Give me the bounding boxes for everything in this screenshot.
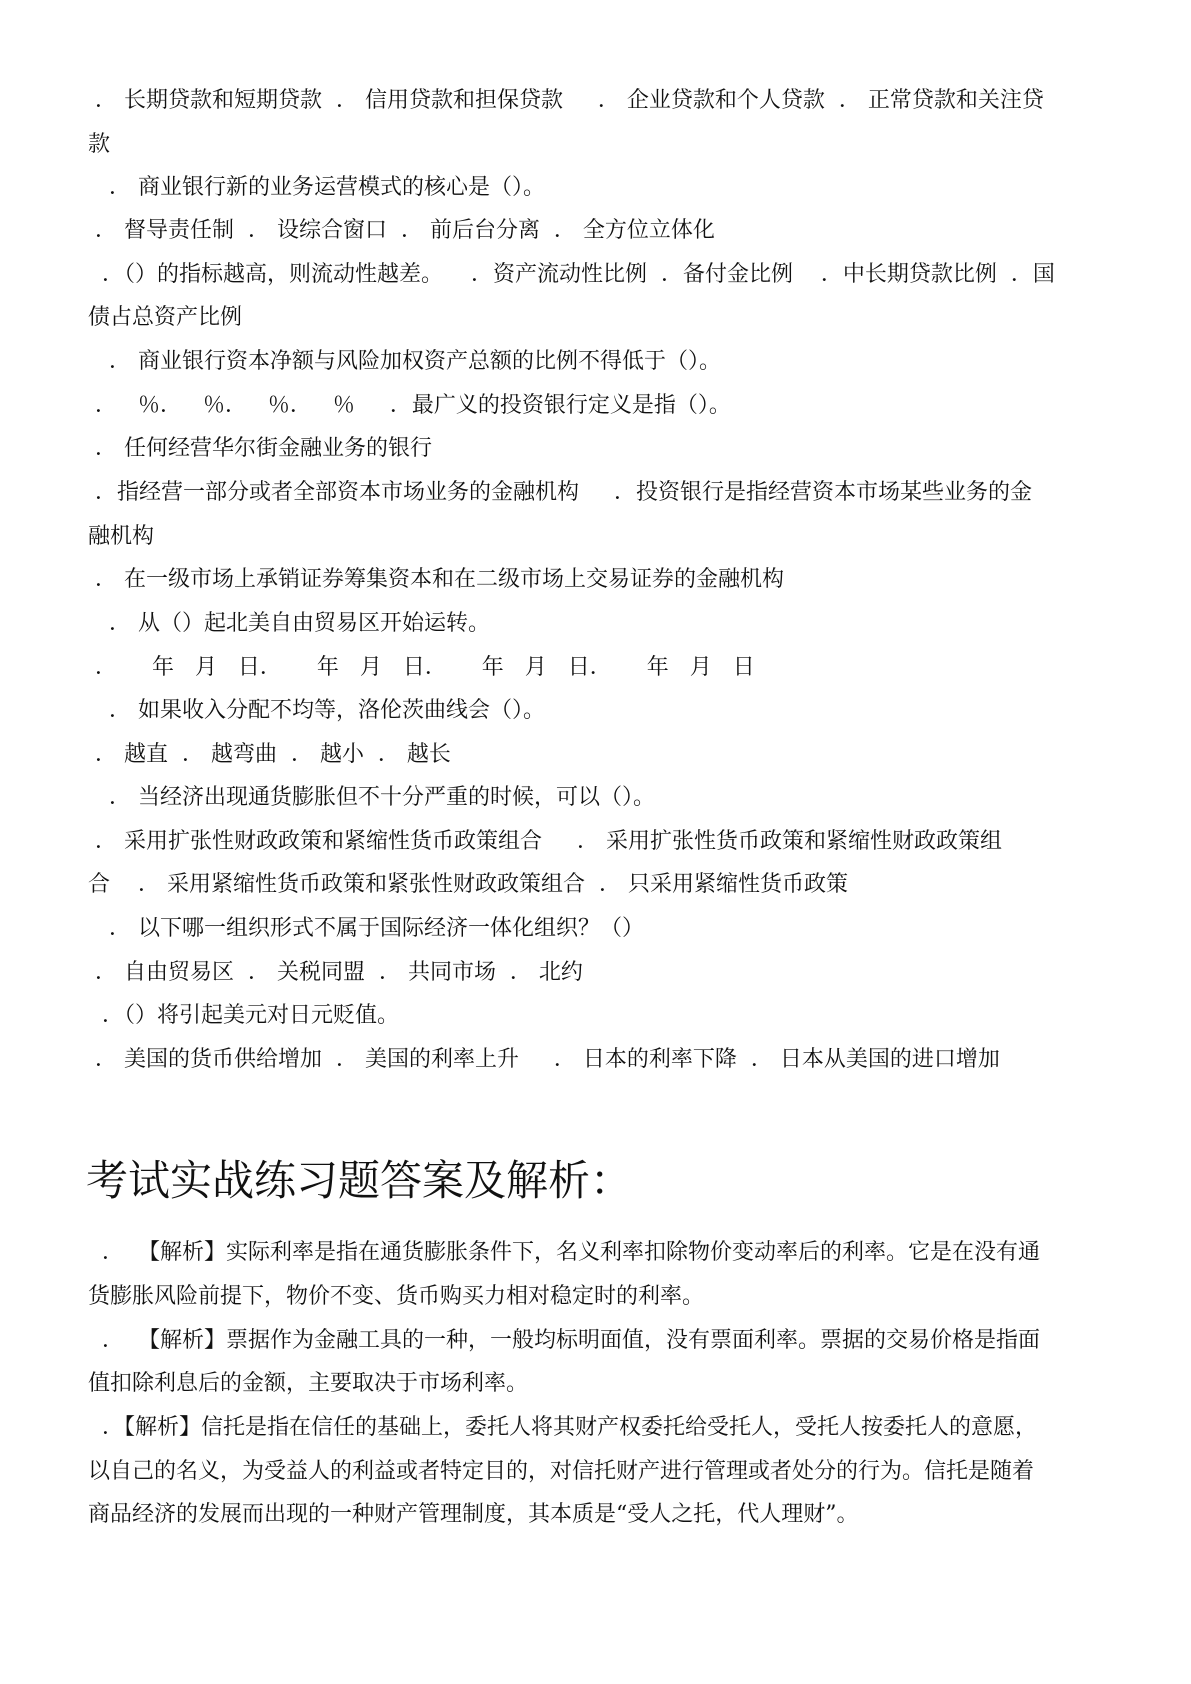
answer-line: 货膨胀风险前提下，物价不变、货币购买力相对稳定时的利率。 xyxy=(88,1284,705,1309)
answer-line: 商品经济的发展而出现的一种财产管理制度，其本质是“受人之托，代人理财”。 xyxy=(88,1502,859,1527)
question-line: 合 ． 采用紧缩性货币政策和紧张性财政政策组合 ． 只采用紧缩性货币政策 xyxy=(88,872,848,897)
answer-line: ． 【解析】实际利率是指在通货膨胀条件下，名义利率扣除物价变动率后的利率。它是在没有通 xyxy=(88,1240,1040,1265)
question-line: ．（）将引起美元对日元贬值。 xyxy=(88,1003,399,1028)
question-line: ． 如果收入分配不均等，洛伦茨曲线会（）。 xyxy=(88,698,545,723)
question-line: ． 商业银行资本净额与风险加权资产总额的比例不得低于（）。 xyxy=(88,349,721,374)
question-line: ． 自由贸易区 ． 关税同盟 ． 共同市场 ． 北约 xyxy=(88,960,583,985)
question-line: ． 从（）起北美自由贸易区开始运转。 xyxy=(88,611,490,636)
question-line: 款 xyxy=(88,132,111,157)
question-line: ． 当经济出现通货膨胀但不十分严重的时候，可以（）。 xyxy=(88,785,655,810)
answer-line: ． 【解析】票据作为金融工具的一种，一般均标明面值，没有票面利率。票据的交易价格是指面 xyxy=(88,1328,1040,1353)
question-line: ．指经营一部分或者全部资本市场业务的金融机构 ．投资银行是指经营资本市场某些业务的金 xyxy=(88,480,1032,505)
question-line: 债占总资产比例 xyxy=(88,305,243,330)
answer-line: 值扣除利息后的金额，主要取决于市场利率。 xyxy=(88,1371,529,1396)
question-line: 融机构 xyxy=(88,524,155,549)
question-line: ．（）的指标越高，则流动性越差。 ．资产流动性比例 ．备付金比例 ．中长期贷款比例 ．国 xyxy=(88,262,1055,287)
question-line: ． 督导责任制 ． 设综合窗口 ． 前后台分离 ． 全方位立体化 xyxy=(88,218,715,243)
question-line: ． 年 月 日． 年 月 日． 年 月 日． 年 月 日 xyxy=(88,655,755,680)
question-line: ． 长期贷款和短期贷款 ． 信用贷款和担保贷款 ． 企业贷款和个人贷款 ． 正常贷款和关注贷 xyxy=(88,88,1044,113)
question-line: ． 采用扩张性财政政策和紧缩性货币政策组合 ． 采用扩张性货币政策和紧缩性财政政策组 xyxy=(88,829,1002,854)
question-line: ． 越直 ． 越弯曲 ． 越小 ． 越长 xyxy=(88,742,451,767)
answers-heading: 考试实战练习题答案及解析： xyxy=(86,1156,633,1205)
answer-line: ．【解析】信托是指在信任的基础上，委托人将其财产权委托给受托人，受托人按委托人的意愿， xyxy=(88,1415,1037,1440)
question-line: ． 任何经营华尔街金融业务的银行 xyxy=(88,436,432,461)
question-line: ． 美国的货币供给增加 ． 美国的利率上升 ． 日本的利率下降 ． 日本从美国的进口增加 xyxy=(88,1047,1000,1072)
answer-line: 以自己的名义，为受益人的利益或者特定目的，对信托财产进行管理或者处分的行为。信托是随着 xyxy=(88,1459,1035,1484)
question-line: ． ％． ％． ％． ％ ．最广义的投资银行定义是指（）。 xyxy=(88,393,731,418)
question-line: ． 商业银行新的业务运营模式的核心是（）。 xyxy=(88,175,545,200)
question-line: ． 在一级市场上承销证券筹集资本和在二级市场上交易证券的金融机构 xyxy=(88,567,784,592)
question-line: ． 以下哪一组织形式不属于国际经济一体化组织？（） xyxy=(88,916,644,941)
